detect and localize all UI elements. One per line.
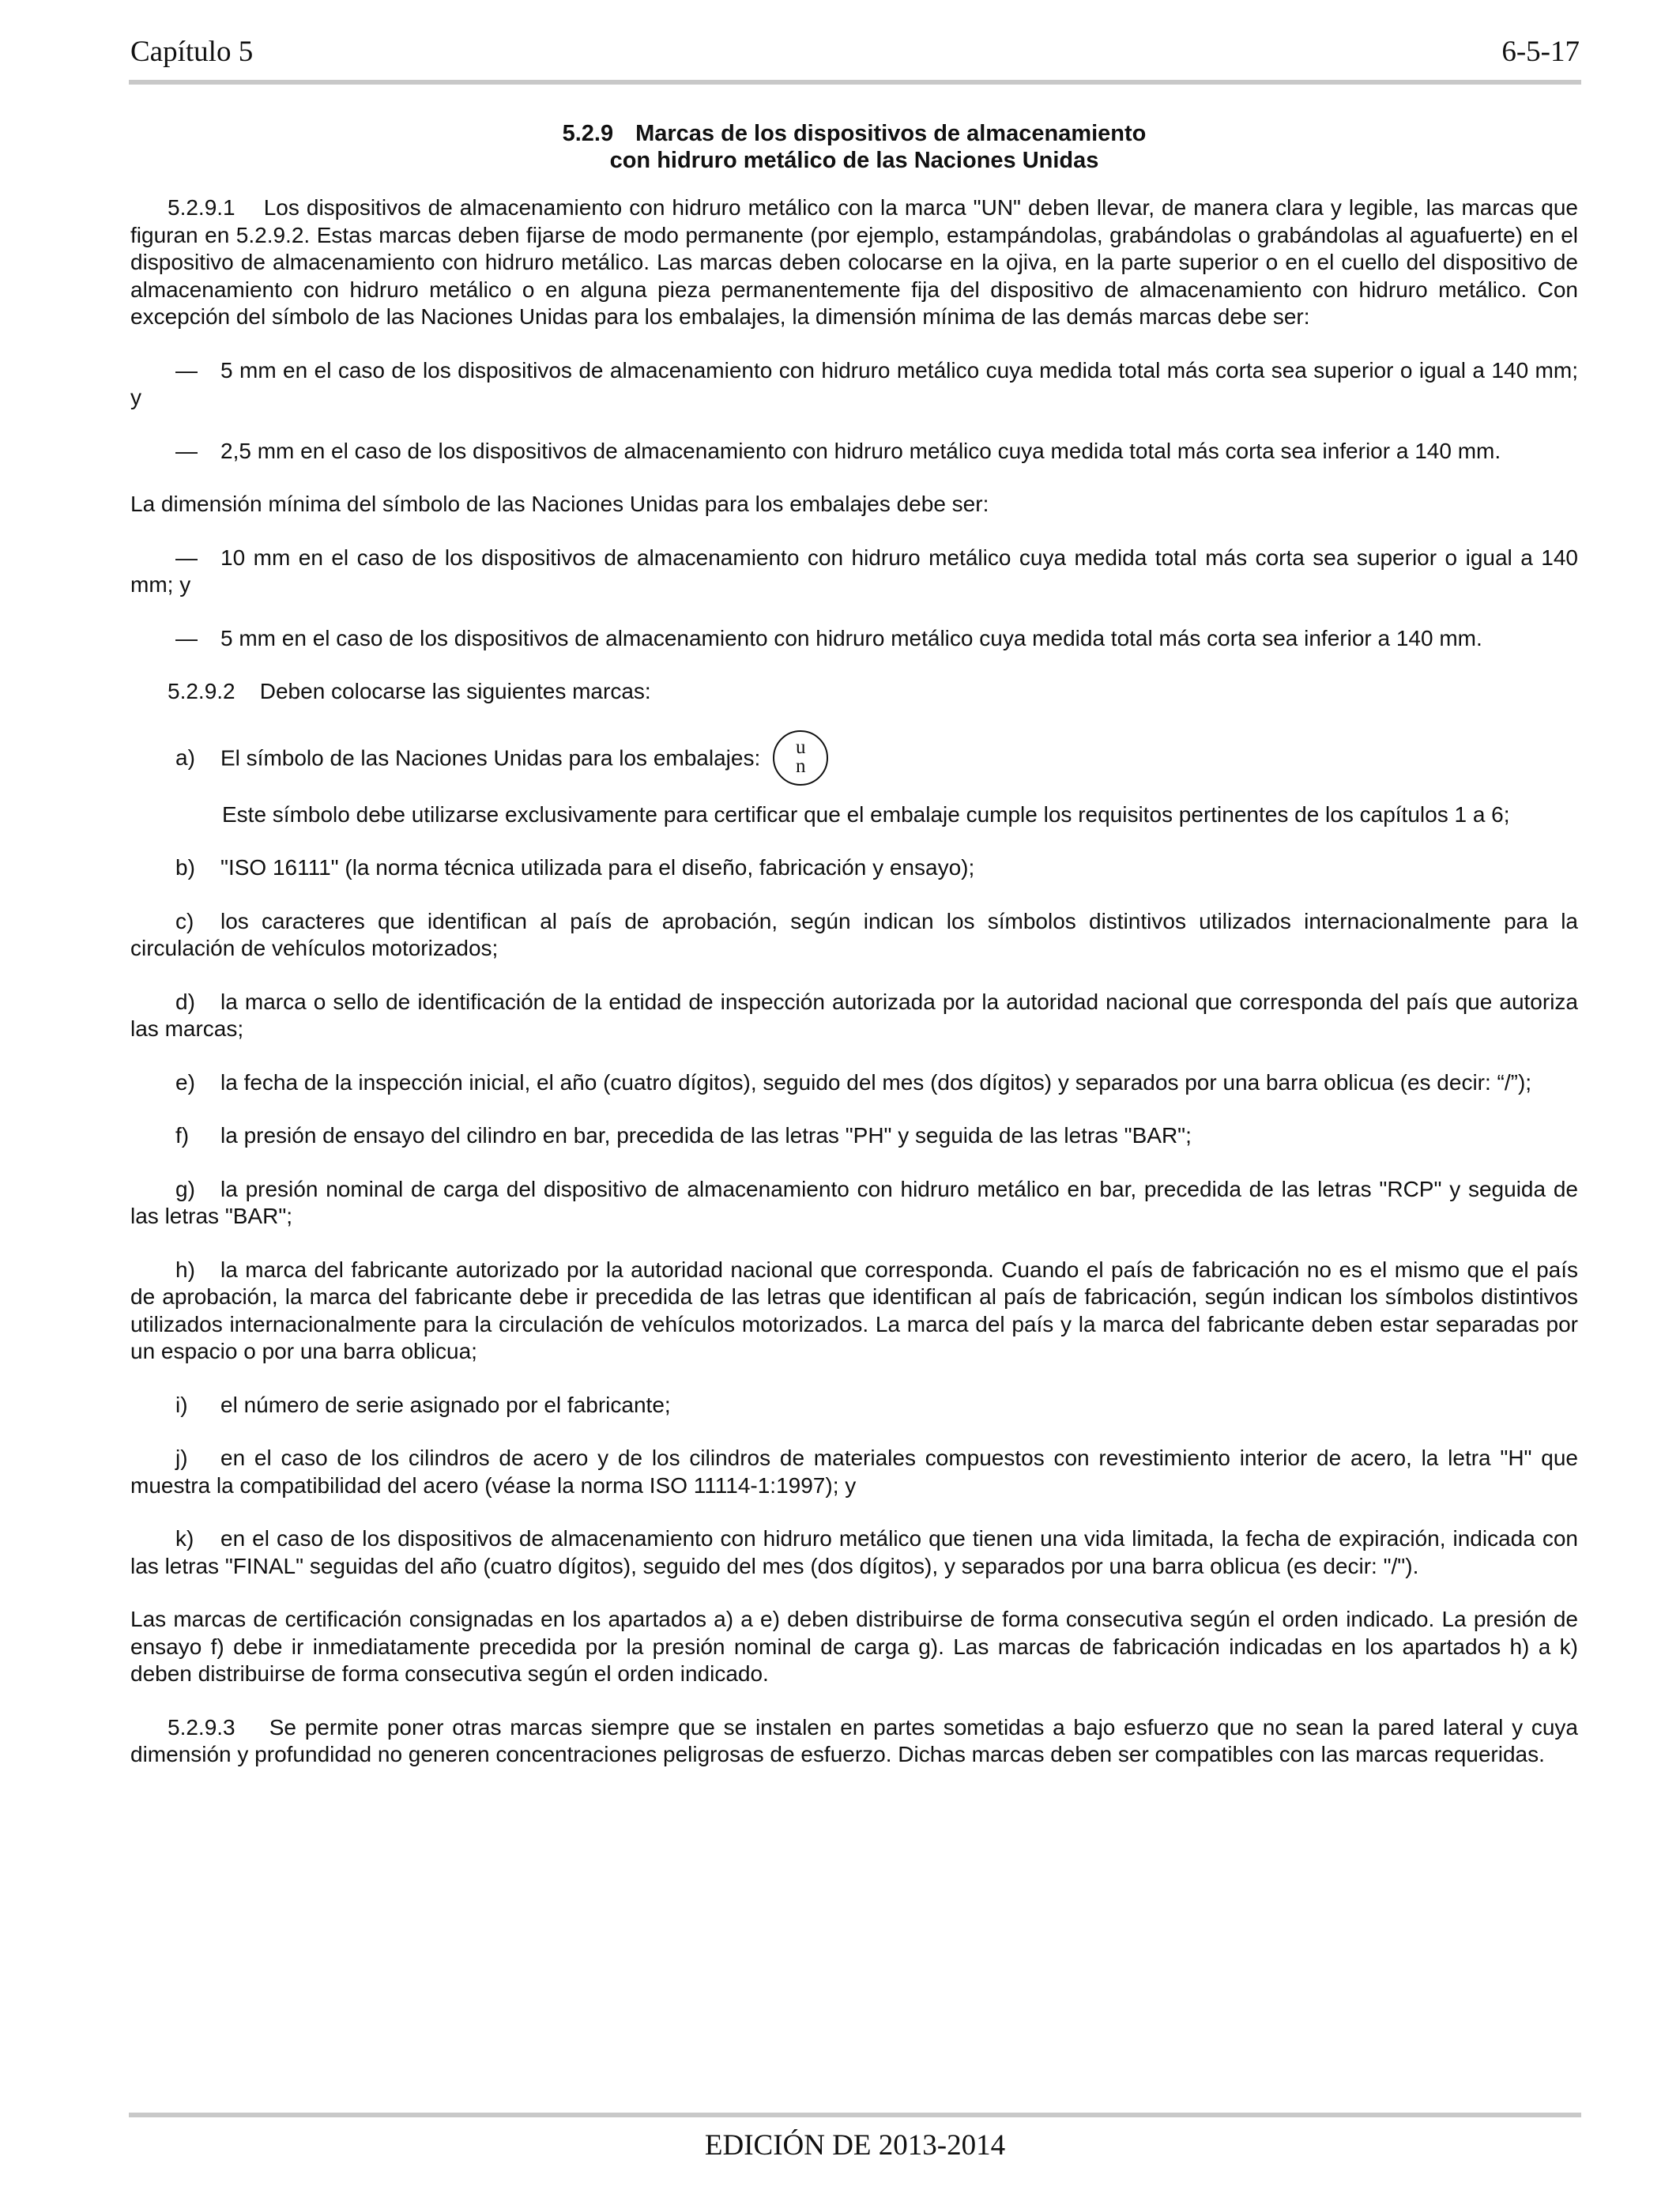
dash-item	[130, 625, 1578, 653]
list-item-text: el número de serie asignado por el fabricante;	[220, 1392, 671, 1417]
list-item-e	[130, 1069, 1578, 1097]
list-item-j	[130, 1445, 1578, 1499]
header-rule	[129, 80, 1581, 85]
list-item-d	[130, 989, 1578, 1043]
dash-item	[130, 357, 1578, 412]
list-item-i	[130, 1392, 1578, 1419]
list-marker: g)	[175, 1176, 195, 1201]
list-item-text: los caracteres que identifican al país de aprobación, según indican los símbolos distintivos utilizados internacionalmente para la circulación de vehículos motorizados;	[130, 908, 1578, 960]
list-item-a-note: Este símbolo debe utilizarse exclusivamente para certificar que el embalaje cumple los requisitos pertinentes de los capítulos 1 a 6;	[222, 801, 1510, 827]
dash-item-text: 5 mm en el caso de los dispositivos de almacenamiento con hidruro metálico cuya medida total más corta sea superior o igual a 140 mm; y	[130, 357, 1578, 409]
section-title-text: Marcas de los dispositivos de almacenamiento	[635, 121, 1147, 146]
section-title	[130, 120, 1578, 174]
list-marker: f)	[175, 1123, 190, 1148]
symbol-intro: La dimensión mínima del símbolo de las Naciones Unidas para los embalajes debe ser:	[130, 492, 989, 516]
dash-item-text: 2,5 mm en el caso de los dispositivos de almacenamiento con hidruro metálico cuya medida total más corta sea inferior a 140 mm.	[220, 438, 1501, 463]
dash-item-text: 5 mm en el caso de los dispositivos de almacenamiento con hidruro metálico cuya medida total más corta sea inferior a 140 mm.	[220, 625, 1482, 650]
list-marker: i)	[175, 1392, 188, 1417]
list-marker: b)	[175, 855, 195, 880]
list-item-h	[130, 1257, 1578, 1366]
paragraph-5-2-9-3	[130, 1714, 1578, 1769]
list-item-text: la presión nominal de carga del dispositivo de almacenamiento con hidruro metálico en bar, precedida de las letras "RCP" y seguida de las letras "BAR";	[130, 1176, 1578, 1228]
paragraph-text: Se permite poner otras marcas siempre que se instalen en partes sometidas a bajo esfuerzo que no sean la pared lateral y cuya dimensión y profundidad no generen concentraciones peligrosas de esfuerzo. Dichas marcas deben ser compatibles con las marcas requeridas.	[130, 1714, 1579, 1766]
list-item-c	[130, 908, 1578, 963]
page-header	[129, 32, 1581, 79]
paragraph-text: Deben colocarse las siguientes marcas:	[259, 679, 651, 703]
list-item-f	[130, 1122, 1578, 1150]
document-body	[130, 120, 1578, 1795]
list-marker: d)	[175, 989, 195, 1014]
edition-footer: EDICIÓN DE 2013-2014	[704, 2129, 1006, 2162]
chapter-label: Capítulo 5	[130, 36, 254, 68]
list-marker: e)	[175, 1069, 195, 1095]
dash-marker: —	[175, 438, 198, 463]
un-packaging-symbol-icon: u n	[773, 730, 828, 786]
list-item-text: la marca del fabricante autorizado por la autoridad nacional que corresponda. Cuando el país de fabricación no es el mismo que el país de aprobación, la marca del fabricante debe ir precedida de las letras que identifican al país de fabricación, según indican los símbolos distintivos utilizados internacionalmente para la circulación de vehículos motorizados. La marca del país y la marca del fabricante deben estar separadas por un espacio o por una barra oblicua;	[130, 1257, 1578, 1363]
dash-item	[130, 545, 1578, 599]
page-number: 6-5-17	[1501, 36, 1580, 68]
list-item-text: El símbolo de las Naciones Unidas para los embalajes:	[220, 745, 761, 770]
paragraph-number: 5.2.9.1	[168, 195, 235, 220]
paragraph-5-2-9-2	[130, 678, 1578, 706]
paragraph-5-2-9-1	[130, 194, 1578, 331]
dash-item	[130, 438, 1578, 466]
list-item-text: en el caso de los dispositivos de almacenamiento con hidruro metálico que tienen una vida limitada, la fecha de expiración, indicada con las letras "FINAL" seguidas del año (cuatro dígitos), seguido del mes (dos dígitos), y separados por una barra oblicua (es decir: "/").	[130, 1526, 1578, 1578]
dash-item-text: 10 mm en el caso de los dispositivos de almacenamiento con hidruro metálico cuya medida total más corta sea superior o igual a 140 mm; y	[130, 545, 1578, 597]
marks-summary-paragraph: Las marcas de certificación consignadas en los apartados a) a e) deben distribuirse de forma consecutiva según el orden indicado. La presión de ensayo f) debe ir inmediatamente precedida por la presión nominal de carga g). Las marcas de fabricación indicadas en los apartados h) a k) deben distribuirse de forma consecutiva según el orden indicado.	[130, 1607, 1578, 1686]
paragraph-number: 5.2.9.3	[168, 1714, 235, 1740]
list-item-g	[130, 1176, 1578, 1231]
list-item-text: la presión de ensayo del cilindro en bar, precedida de las letras "PH" y seguida de las letras "BAR";	[220, 1123, 1192, 1148]
section-title-line1	[130, 120, 1578, 147]
list-marker: k)	[175, 1526, 194, 1551]
dash-marker: —	[175, 357, 198, 383]
list-item-k	[130, 1525, 1578, 1580]
list-marker: h)	[175, 1257, 195, 1282]
list-marker: c)	[175, 908, 194, 933]
list-item-text: "ISO 16111" (la norma técnica utilizada para el diseño, fabricación y ensayo);	[220, 855, 975, 880]
list-item-text: en el caso de los cilindros de acero y de los cilindros de materiales compuestos con revestimiento interior de acero, la letra "H" que muestra la compatibilidad del acero (véase la norma ISO 11114-1:1997); y	[130, 1446, 1578, 1498]
list-item-b	[130, 854, 1578, 882]
paragraph-text: Los dispositivos de almacenamiento con hidruro metálico con la marca "UN" deben llevar, de manera clara y legible, las marcas que figuran en 5.2.9.2. Estas marcas deben fijarse de modo permanente (por ejemplo, estampándolas, grabándolas o grabándolas al aguafuerte) en el dispositivo de almacenamiento con hidruro metálico. Las marcas deben colocarse en la ojiva, en la parte superior o en el cuello del dispositivo de almacenamiento con hidruro metálico o en alguna pieza permanentemente fija del dispositivo de almacenamiento con hidruro metálico. Con excepción del símbolo de las Naciones Unidas para los embalajes, la dimensión mínima de las demás marcas debe ser:	[130, 195, 1578, 329]
list-marker: a)	[175, 745, 195, 770]
paragraph-number: 5.2.9.2	[168, 679, 235, 703]
list-item-text: la fecha de la inspección inicial, el año (cuatro dígitos), seguido del mes (dos dígitos) y separados por una barra oblicua (es decir: “/”);	[220, 1069, 1532, 1095]
section-title-line2: con hidruro metálico de las Naciones Unidas	[609, 148, 1099, 173]
list-item-text: la marca o sello de identificación de la entidad de inspección autorizada por la autoridad nacional que corresponda del país que autoriza las marcas;	[130, 989, 1578, 1041]
dash-marker: —	[175, 625, 198, 650]
list-item-a	[130, 732, 1578, 787]
dash-marker: —	[175, 545, 198, 570]
section-number: 5.2.9	[562, 121, 614, 146]
list-marker: j)	[175, 1446, 188, 1470]
footer-rule	[129, 2113, 1581, 2117]
